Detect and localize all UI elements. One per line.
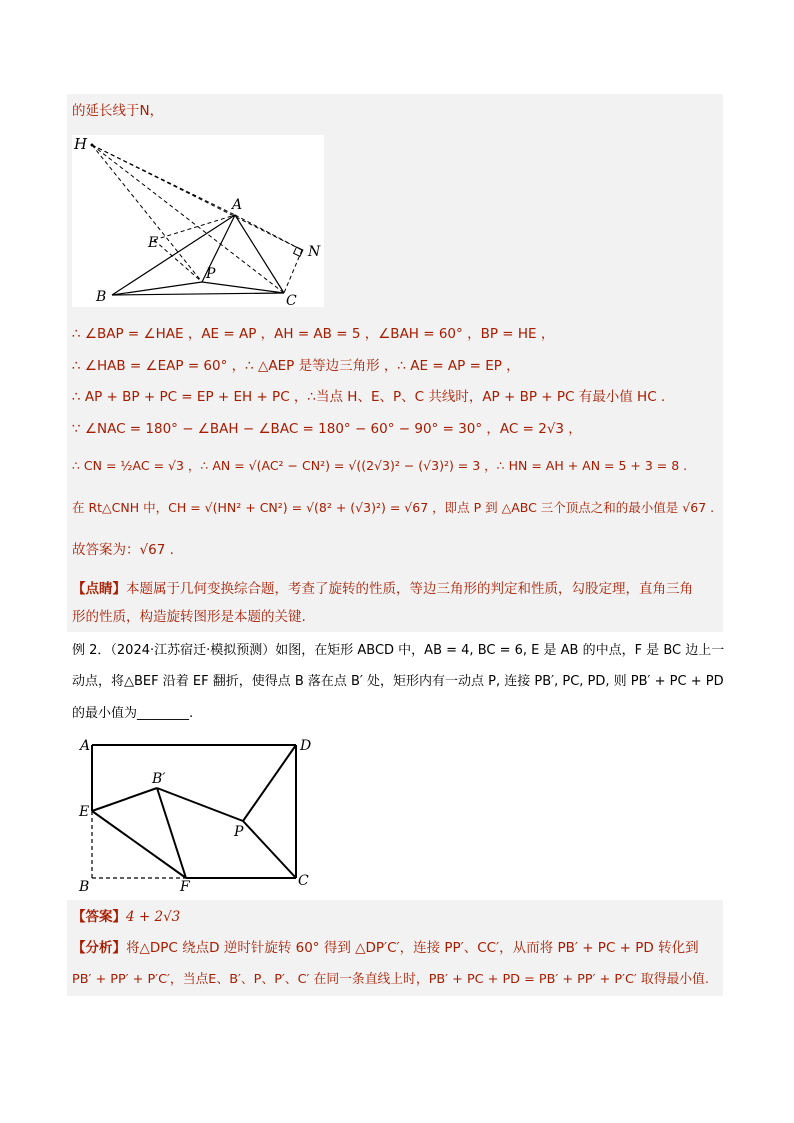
fig2-label-C: C (298, 873, 309, 889)
fig1-label-P: P (206, 266, 216, 282)
fig2-label-B: B (79, 879, 90, 895)
fig2-label-F: F (180, 879, 190, 895)
example2-line-1: 例 2．（2024·江苏宿迁·模拟预测）如图，在矩形 ABCD 中，AB = 4, BC = 6, E 是 AB 的中点，F 是 BC 边上一 (72, 643, 725, 658)
solution-line-4: ∵ ∠NAC = 180° − ∠BAH − ∠BAC = 180° − 60° − 90° = 30° ，AC = 2√3 ， (72, 421, 582, 437)
fig1-label-C: C (286, 293, 297, 307)
solution-line-3: ∴ AP + BP + PC = EP + EH + PC ，∴当点 H、E、P、C 共线时，AP + BP + PC 有最小值 HC . (72, 389, 666, 405)
comment-line-1 (72, 579, 693, 599)
answer2-value: 4 + 2√3 (126, 909, 181, 925)
fig1-label-B: B (96, 289, 107, 305)
solution-intro: 的延长线于N， (72, 103, 164, 119)
analysis2-tag: 【分析】 (72, 940, 126, 956)
example2-line-2: 动点，将△BEF 沿着 EF 翻折，使得点 B 落在点 B′ 处，矩形内有一动点 P, 连接 PB′, PC, PD, 则 PB′ + PC + PD (72, 674, 724, 689)
fig2-label-B-prime: B′ (152, 771, 166, 787)
answer-line: 故答案为：√67 . (72, 542, 174, 558)
fig1-label-H: H (74, 135, 88, 153)
fig1-label-A: A (232, 197, 243, 213)
comment-line-2: 形的性质，构造旋转图形是本题的关键. (72, 609, 306, 625)
fig2-label-P: P (234, 824, 244, 840)
solution-line-2: ∴ ∠HAB = ∠EAP = 60° ，∴ △AEP 是等边三角形 ，∴ AE = AP = EP ， (72, 358, 520, 374)
solution-line-5: ∴ CN = ½AC = √3 ，∴ AN = √(AC² − CN²) = √((2√3)² − (√3)²) = 3 ，∴ HN = AH + AN = 5 + 3 = 8 . (72, 458, 688, 473)
fig2-label-D: D (300, 738, 312, 754)
example2-line-3: 的最小值为________. (72, 706, 194, 721)
comment-text-1: 本题属于几何变换综合题，考查了旋转的性质，等边三角形的判定和性质，勾股定理，直角三角 (126, 581, 693, 597)
analysis2-text-1: 将△DPC 绕点D 逆时针旋转 60° 得到 △DP′C′，连接 PP′、CC′，从而将 PB′ + PC + PD 转化到 (126, 940, 699, 956)
answer2-line (72, 907, 180, 927)
comment-tag: 【点睛】 (72, 581, 126, 597)
figure-2 (72, 733, 322, 895)
solution-line-1: ∴ ∠BAP = ∠HAE ，AE = AP ，AH = AB = 5 ，∠BAH = 60° ，BP = HE ， (72, 326, 555, 342)
figure-1 (72, 135, 324, 307)
answer2-tag: 【答案】 (72, 909, 126, 925)
fig2-label-E: E (79, 804, 90, 820)
fig2-label-A: A (80, 738, 91, 754)
analysis2-line-2: PB′ + PP′ + P′C′，当点E、B′、P、P′、C′ 在同一条直线上时，PB′ + PC + PD = PB′ + PP′ + P′C′ 取得最小值. (72, 972, 709, 987)
fig1-label-E: E (148, 235, 159, 251)
solution-line-6: 在 Rt△CNH 中，CH = √(HN² + CN²) = √(8² + (√3)²) = √67 ，即点 P 到 △ABC 三个顶点之和的最小值是 √67 . (72, 500, 715, 515)
fig1-label-N: N (308, 244, 321, 260)
analysis2-line-1 (72, 938, 699, 958)
